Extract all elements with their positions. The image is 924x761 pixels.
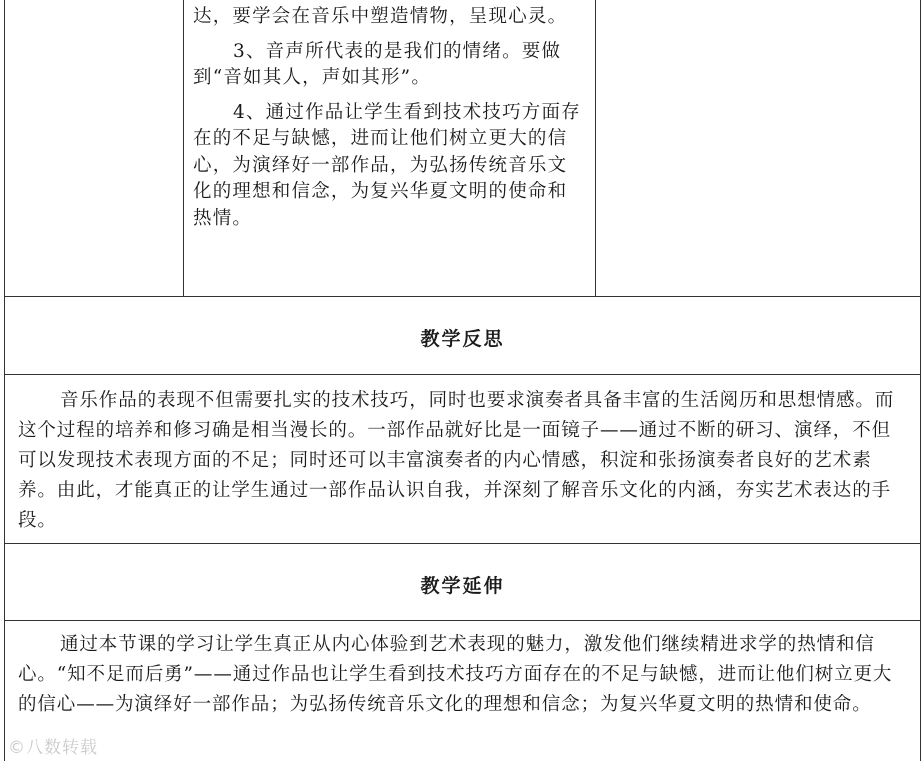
column-divider [183, 0, 184, 296]
table-rule [4, 374, 921, 375]
cell-paragraph: 4、通过作品让学生看到技术技巧方面存在的不足与缺憾，进而让他们树立更大的信心，为演绎好一部作品，为弘扬传统音乐文化的理想和信念，为复兴华夏文明的使命和热情。 [193, 101, 581, 229]
section-title-extension: 教学延伸 [420, 575, 505, 597]
cell-paragraph: 达，要学会在音乐中塑造情物，呈现心灵。 [193, 6, 568, 27]
table-rule [4, 296, 921, 297]
content-cell [193, 4, 583, 232]
table-rule [4, 543, 921, 544]
extension-paragraph: 通过本节课的学习让学生真正从内心体验到艺术表现的魅力，激发他们继续精进求学的热情和信心。“知不足而后勇”——通过作品也让学生看到技术技巧方面存在的不足与缺憾，进而让他们树立更大的信心——为演绎好一部作品；为弘扬传统音乐文化的理想和信念；为复兴华夏文明的热情和使命。 [18, 634, 893, 715]
section-title-reflection: 教学反思 [420, 328, 505, 350]
table-rule [4, 620, 921, 621]
column-divider [595, 0, 596, 296]
watermark: ©八数转载 [8, 738, 98, 758]
cell-paragraph: 3、音声所代表的是我们的情绪。要做到“音如其人，声如其形”。 [193, 40, 562, 88]
reflection-paragraph: 音乐作品的表现不但需要扎实的技术技巧，同时也要求演奏者具备丰富的生活阅历和思想情感。而这个过程的培养和修习确是相当漫长的。一部作品就好比是一面镜子——通过不断的研习、演绎，不但可以发现技术表现方面的不足；同时还可以丰富演奏者的内心情感，积淀和张扬演奏者良好的艺术素养。由此，才能真正的让学生通过一部作品认识自我，并深刻了解音乐文化的内涵，夯实艺术表达的手段。 [18, 390, 895, 531]
